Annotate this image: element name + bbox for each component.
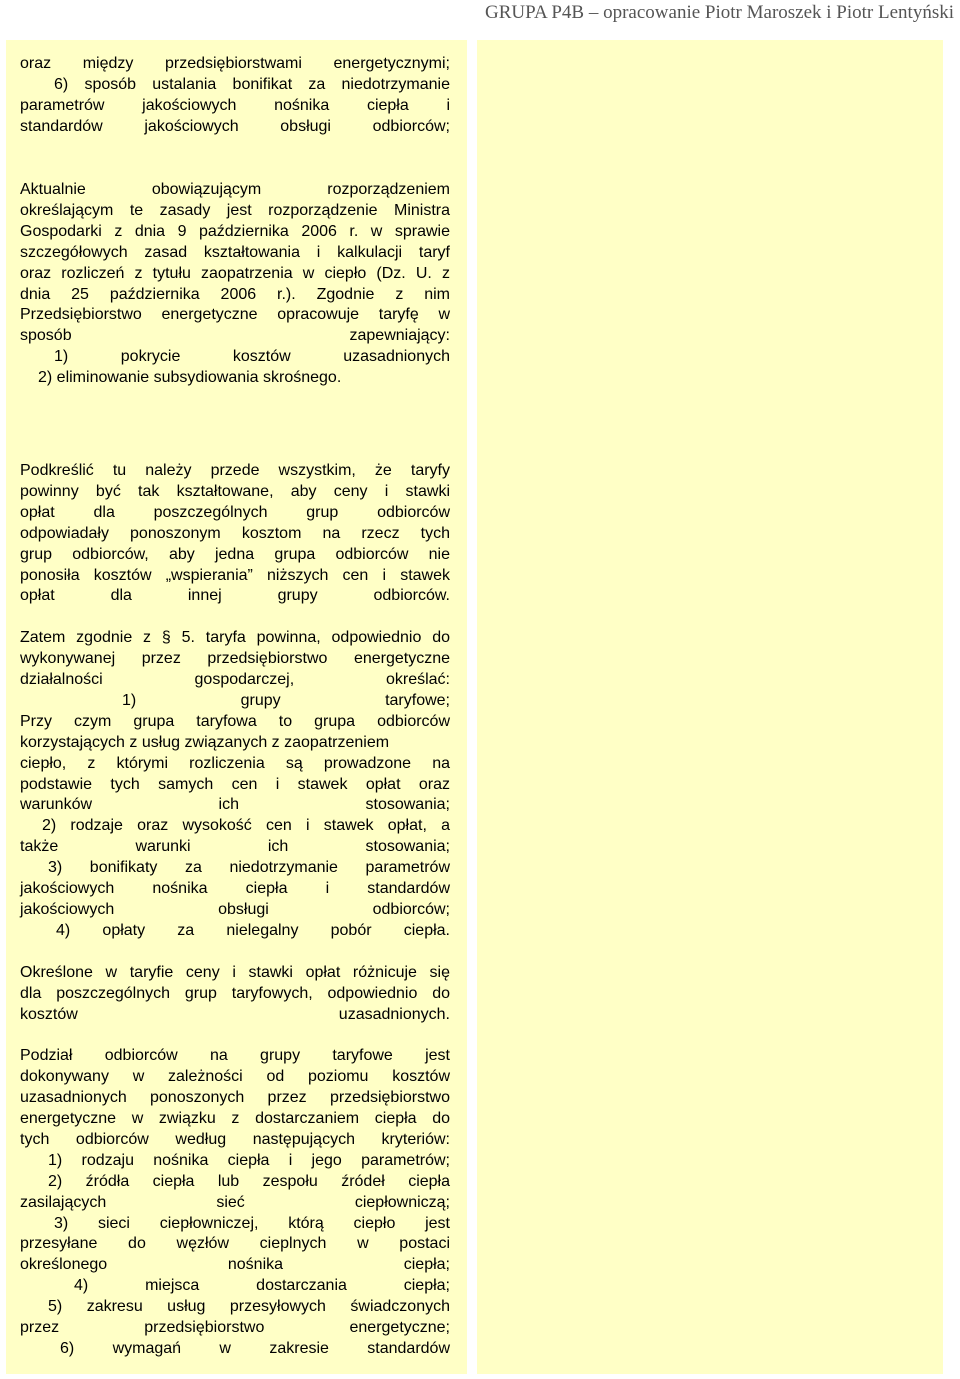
text-line: Aktualnie obowiązującym rozporządzeniem xyxy=(20,181,450,198)
text-line: określającym te zasady jest rozporządzenie Ministra xyxy=(20,201,450,219)
text-line: oraz między przedsiębiorstwami energetycznymi; xyxy=(20,55,450,72)
text-line: także warunki ich stosowania; xyxy=(20,838,450,856)
text-line: grup odbiorców, aby jedna grupa odbiorców nie xyxy=(20,545,450,563)
text-line: 2) źródła ciepła lub zespołu źródeł ciepła xyxy=(48,1172,450,1190)
text-line: sposób zapewniający: xyxy=(20,327,450,345)
text-line: 1) grupy taryfowe; xyxy=(122,691,450,709)
text-block-2 xyxy=(20,180,450,389)
text-line: Zatem zgodnie z § 5. taryfa powinna, odpowiednio do xyxy=(20,629,450,647)
text-line: Przy czym grupa taryfowa to grupa odbiorców xyxy=(20,712,450,730)
text-line: energetyczne w związku z dostarczaniem ciepła do xyxy=(20,1110,450,1128)
text-line: opłat dla poszczególnych grup odbiorców xyxy=(20,503,450,521)
text-line: przesyłane do węzłów cieplnych w postaci xyxy=(20,1235,450,1253)
text-line: 2) eliminowanie subsydiowania skrośnego. xyxy=(38,369,342,387)
text-block-1 xyxy=(20,54,450,138)
page-header: GRUPA P4B – opracowanie Piotr Maroszek i Piotr Lentyński xyxy=(485,2,954,23)
text-line: ciepło, z którymi rozliczenia są prowadzone na xyxy=(20,754,450,772)
text-line: podstawie tych samych cen i stawek opłat oraz xyxy=(20,775,450,793)
text-line: przez przedsiębiorstwo energetyczne; xyxy=(20,1319,450,1337)
text-line: powinny być tak kształtowane, aby ceny i stawki xyxy=(20,482,450,500)
text-line: 1) pokrycie kosztów uzasadnionych xyxy=(54,348,450,366)
text-line: 6) sposób ustalania bonifikat za niedotrzymanie xyxy=(54,75,450,93)
text-line: 2) rodzaje oraz wysokość cen i stawek opłat, a xyxy=(42,817,450,835)
text-line: 6) wymagań w zakresie standardów xyxy=(60,1340,450,1358)
text-line: Przedsiębiorstwo energetyczne opracowuje taryfę w xyxy=(20,306,450,324)
text-line: dnia 25 października 2006 r.). Zgodnie z nim xyxy=(20,285,450,303)
text-line: działalności gospodarczej, określać: xyxy=(20,671,450,689)
text-line: parametrów jakościowych nośnika ciepła i xyxy=(20,96,450,114)
text-line: Podkreślić tu należy przede wszystkim, że taryfy xyxy=(20,462,450,479)
text-line: określonego nośnika ciepła; xyxy=(20,1256,450,1274)
text-line: Podział odbiorców na grupy taryfowe jest xyxy=(20,1047,450,1065)
text-line: warunków ich stosowania; xyxy=(20,796,450,814)
text-line: tych odbiorców według następujących kryteriów: xyxy=(20,1130,450,1148)
text-line: standardów jakościowych obsługi odbiorców; xyxy=(20,117,450,135)
text-line: Określone w taryfie ceny i stawki opłat różnicuje się xyxy=(20,963,450,981)
text-line: kosztów uzasadnionych. xyxy=(20,1005,450,1023)
text-line: ponosiła kosztów „wspierania” niższych cen i stawek xyxy=(20,566,450,584)
text-line: jakościowych obsługi odbiorców; xyxy=(20,901,450,919)
text-line: 1) rodzaju nośnika ciepła i jego parametrów; xyxy=(48,1151,450,1169)
text-line: odpowiadały ponoszonym kosztom na rzecz tych xyxy=(20,524,450,542)
text-line: oraz rozliczeń z tytułu zaopatrzenia w ciepło (Dz. U. z xyxy=(20,264,450,282)
text-line: dokonywany w zależności od poziomu kosztów xyxy=(20,1068,450,1086)
text-line: uzasadnionych ponoszonych przez przedsiębiorstwo xyxy=(20,1089,450,1107)
text-line: jakościowych nośnika ciepła i standardów xyxy=(20,880,450,898)
text-line: 3) sieci ciepłowniczej, którą ciepło jest xyxy=(54,1214,450,1232)
text-line: 4) opłaty za nielegalny pobór ciepła. xyxy=(56,921,450,939)
text-line: korzystających z usług związanych z zaopatrzeniem xyxy=(20,733,390,751)
text-block-3 xyxy=(20,461,450,1360)
text-line: 5) zakresu usług przesyłowych świadczonych xyxy=(48,1298,450,1316)
text-line: 3) bonifikaty za niedotrzymanie parametrów xyxy=(48,859,450,877)
text-line: zasilających sieć ciepłowniczą; xyxy=(20,1193,450,1211)
text-line: opłat dla innej grupy odbiorców. xyxy=(20,587,450,605)
text-line: wykonywanej przez przedsiębiorstwo energetyczne xyxy=(20,650,450,668)
text-line: dla poszczególnych grup taryfowych, odpowiednio do xyxy=(20,984,450,1002)
text-line: szczegółowych zasad kształtowania i kalkulacji taryf xyxy=(20,243,450,261)
text-line: 4) miejsca dostarczania ciepła; xyxy=(74,1277,450,1295)
text-line: Gospodarki z dnia 9 października 2006 r. w sprawie xyxy=(20,222,450,240)
right-column-cell xyxy=(477,40,943,1374)
